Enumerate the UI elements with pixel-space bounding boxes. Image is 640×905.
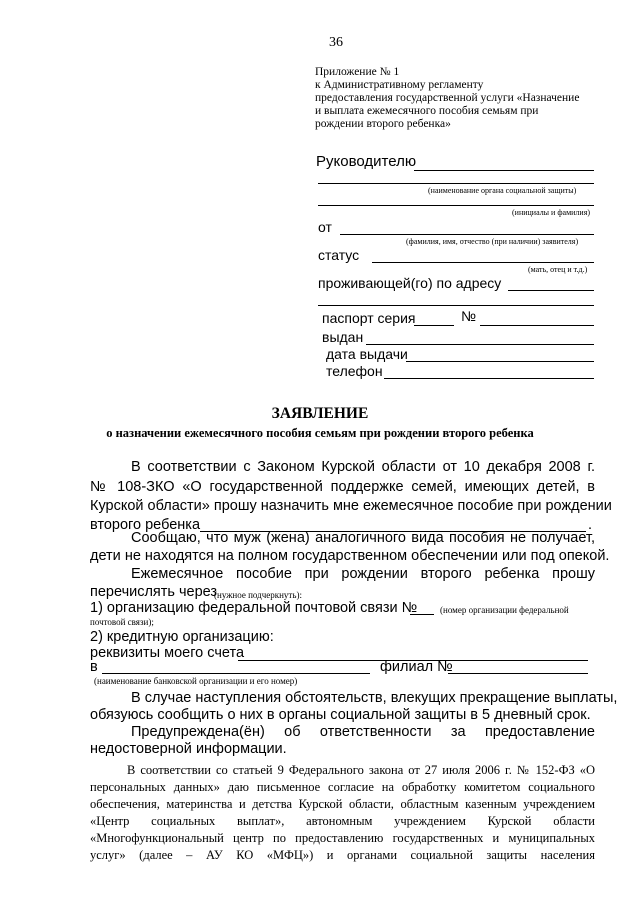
bank-in-label: в — [90, 659, 98, 675]
p1-last-line: второго ребенка — [90, 517, 201, 533]
phone-label: телефон — [326, 363, 383, 379]
appendix-line: Приложение № 1 — [315, 66, 400, 78]
option-postal: 1) организацию федеральной почтовой связи № — [90, 600, 418, 616]
status-label: статус — [318, 247, 360, 263]
from-line[interactable] — [340, 234, 594, 235]
hint-initials: (инициалы и фамилия) — [512, 208, 591, 217]
postal-number-line[interactable] — [410, 614, 434, 615]
hint-organ: (наименование органа социальной защиты) — [428, 186, 577, 195]
branch-line[interactable] — [448, 673, 588, 674]
p6-line: «Многофункциональный центр по предоставлению государственных и муниципальных — [90, 831, 595, 845]
option-postal-hint: (номер организации федеральной — [440, 605, 569, 615]
bank-hint: (наименование банковской организации и его номер) — [94, 676, 298, 686]
p6-line: «Центр социальных выплат», автономным учреждением Курской области — [90, 814, 595, 828]
phone-line[interactable] — [384, 378, 594, 379]
hint-status: (мать, отец и т.д.) — [528, 265, 588, 274]
p3-last-line: перечислять через — [90, 584, 218, 600]
branch-label: филиал № — [380, 659, 453, 675]
organ-line[interactable] — [318, 183, 594, 184]
p4-line: В случае наступления обстоятельств, влекущих прекращение выплаты, — [131, 690, 618, 706]
p4-last-line: обязуюсь сообщить о них в органы социальной защиты в 5 дневный срок. — [90, 707, 591, 723]
bank-line[interactable] — [102, 673, 370, 674]
document-subtitle: о назначении ежемесячного пособия семьям при рождении второго ребенка — [106, 426, 534, 440]
account-label: реквизиты моего счета — [90, 645, 245, 661]
address-line-2[interactable] — [318, 305, 594, 306]
option-credit: 2) кредитную организацию: — [90, 629, 274, 645]
status-line[interactable] — [372, 262, 594, 263]
appendix-line: к Административному регламенту — [315, 79, 484, 91]
head-label: Руководителю — [316, 153, 417, 170]
option-postal-hint2: почтовой связи); — [90, 617, 154, 627]
p6-line: В соответствии со статьей 9 Федерального закона от 27 июля 2006 г. № 152-ФЗ «О — [127, 763, 595, 777]
p6-line: персональных данных» даю письменное согласие на обработку комитетом социального — [90, 780, 595, 794]
appendix-block — [315, 66, 579, 131]
p3-hint: (нужное подчеркнуть): — [214, 590, 302, 600]
initials-line[interactable] — [318, 205, 594, 206]
passport-number-line[interactable] — [480, 325, 594, 326]
address-line-1[interactable] — [508, 290, 594, 291]
appendix-line: и выплата ежемесячного пособия семьям при — [315, 105, 539, 117]
p3-line: Ежемесячное пособие при рождении второго ребенка прошу — [131, 566, 595, 582]
issue-date-line[interactable] — [406, 361, 594, 362]
issued-label: выдан — [322, 329, 364, 345]
issue-date-label: дата выдачи — [326, 346, 408, 362]
from-label: от — [318, 219, 332, 235]
passport-number-label: № — [461, 308, 477, 324]
passport-label: паспорт серия — [322, 310, 416, 326]
appendix-line: рождении второго ребенка» — [315, 118, 451, 130]
p1-line: В соответствии с Законом Курской области от 10 декабря 2008 г. — [131, 459, 595, 475]
p6-line: обеспечения, материнства и детства Курской области, областным казенным учреждением — [90, 797, 595, 811]
p6-line: услуг» (далее – АУ КО «МФЦ») и органами социальной защиты населения — [90, 848, 595, 862]
p2-line: Сообщаю, что муж (жена) аналогичного вида пособия не получает, — [131, 530, 595, 546]
page-number: 36 — [329, 35, 343, 50]
passport-series-line[interactable] — [414, 325, 454, 326]
document-title: ЗАЯВЛЕНИЕ — [271, 405, 369, 422]
issued-line[interactable] — [366, 344, 594, 345]
p2-last-line: дети не находятся на полном государственном обеспечении или под опекой. — [90, 548, 610, 564]
p5-last-line: недостоверной информации. — [90, 741, 287, 757]
head-name-line[interactable] — [414, 170, 594, 171]
p5-line: Предупреждена(ён) об ответственности за предоставление — [131, 724, 595, 740]
p1-end: . — [588, 517, 593, 533]
appendix-line: предоставления государственной услуги «Назначение — [315, 92, 580, 104]
hint-fio: (фамилия, имя, отчество (при наличии) заявителя) — [406, 237, 579, 246]
p1-line: Курской области» прошу назначить мне ежемесячное пособие при рождении — [90, 498, 612, 514]
p1-line: № 108-ЗКО «О государственной поддержке семей, имеющих детей, в — [90, 479, 595, 495]
residing-label: проживающей(го) по адресу — [318, 275, 502, 291]
